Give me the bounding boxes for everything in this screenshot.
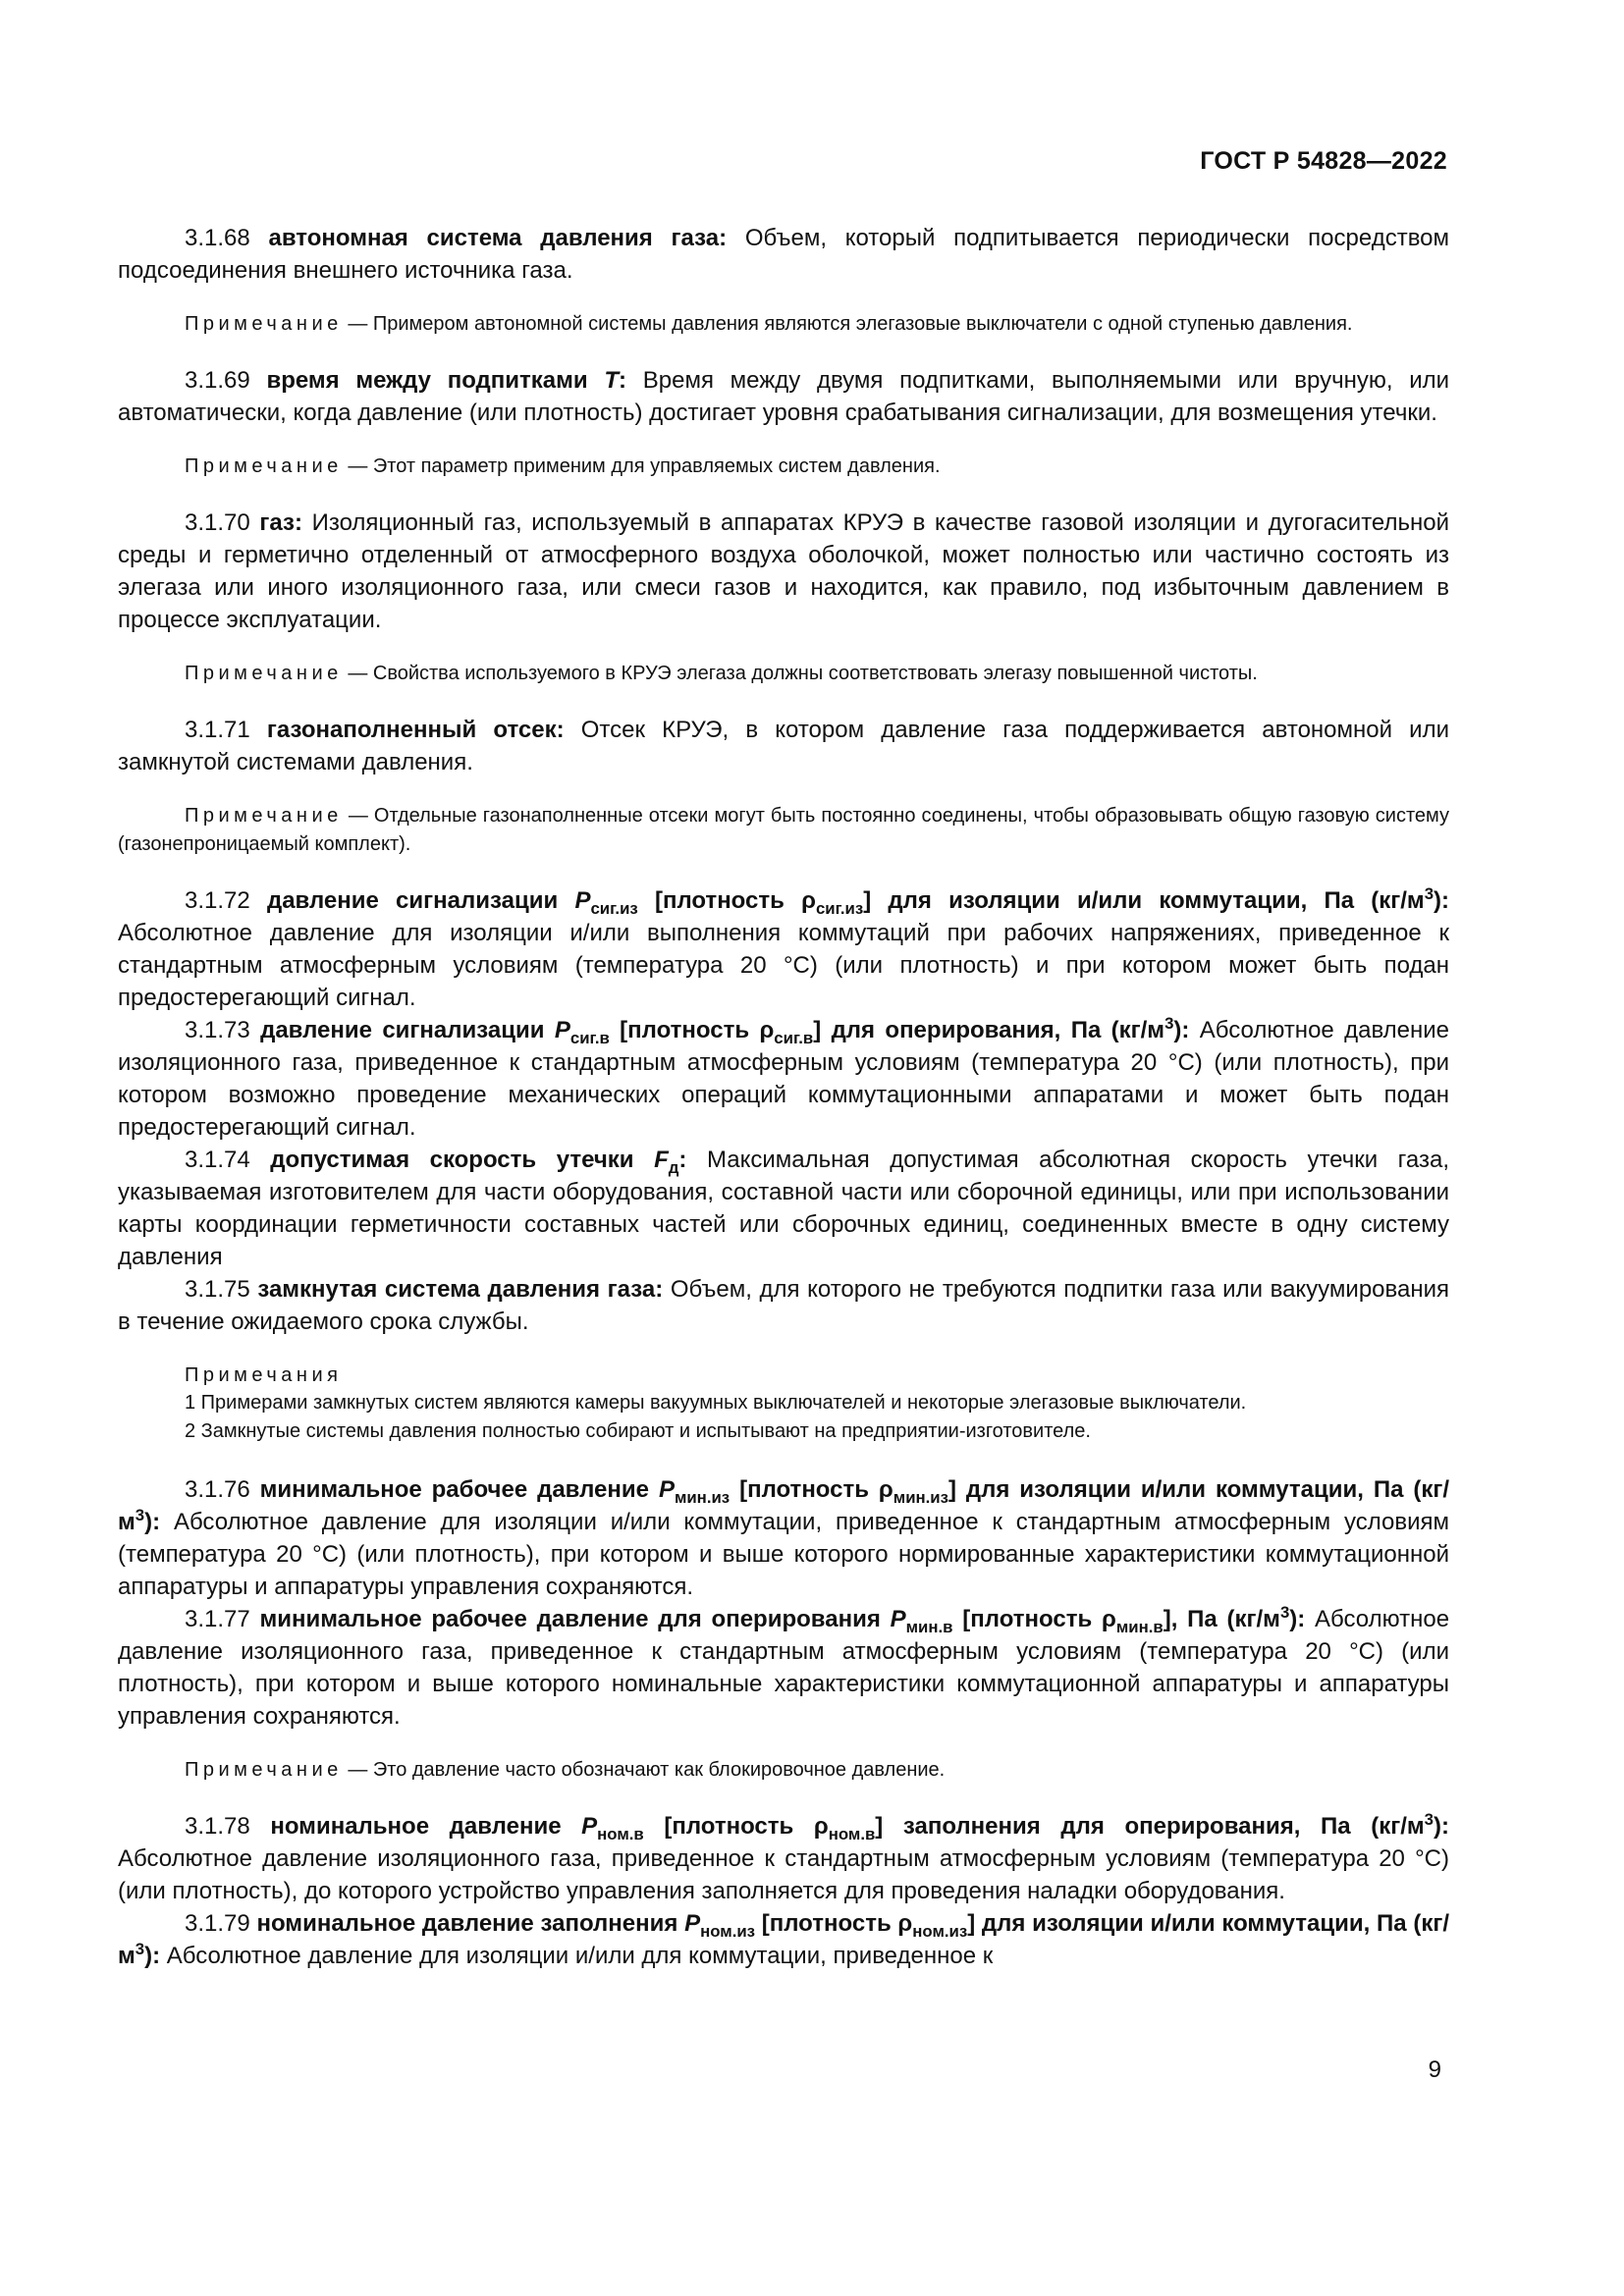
term-definition: Абсолютное давление для изоляции и/или выполнения коммутаций при рабочих напряжениях, приведенное к стандартным атмосферным условиям (температура 20 °С) (или плотность) и при котором может быть подан предостерегающий сигнал. bbox=[118, 920, 1449, 1011]
term-title: минимальное рабочее давление для оперирования $P_{мин.в}$ [плотность $\rho_{мин.в}$], Па $(кг/м^3)$: bbox=[259, 1602, 1306, 1636]
symbol: F bbox=[654, 1147, 669, 1173]
page-number: 9 bbox=[1428, 2056, 1441, 2083]
note-3-1-68 bbox=[118, 310, 1449, 339]
note-text: — Отдельные газонаполненные отсеки могут быть постоянно соединены, чтобы образовывать общую газовую систему (газонепроницаемый комплект). bbox=[118, 805, 1449, 855]
term-3-1-72 bbox=[118, 884, 1449, 1014]
term-number: 3.1.78 bbox=[185, 1813, 250, 1840]
term-number: 3.1.79 bbox=[185, 1910, 250, 1937]
term-3-1-78 bbox=[118, 1810, 1449, 1907]
note-label: Примечание bbox=[185, 313, 343, 335]
term-title: давление сигнализации $P_{сиг.из}$ [плотность $\rho_{сиг.из}$] для изоляции и/или коммутации, Па $(кг/м^3)$: bbox=[266, 883, 1450, 918]
term-number: 3.1.71 bbox=[185, 717, 250, 743]
term-3-1-71 bbox=[118, 714, 1449, 778]
notes-label: Примечания bbox=[185, 1364, 343, 1386]
term-definition: Объем, который подпитывается периодически посредством подсоединения внешнего источника газа. bbox=[118, 225, 1450, 284]
term-3-1-70 bbox=[118, 507, 1449, 636]
term-number: 3.1.75 bbox=[185, 1276, 250, 1303]
notes-3-1-75 bbox=[118, 1362, 1449, 1446]
note-label: Примечание bbox=[185, 805, 343, 827]
note-label: Примечание bbox=[185, 455, 343, 477]
note-item-1: 1 Примерами замкнутых систем являются камеры вакуумных выключателей и некоторые элегазовые выключатели. bbox=[185, 1392, 1247, 1414]
note-item-2: 2 Замкнутые системы давления полностью собирают и испытывают на предприятии-изготовителе. bbox=[185, 1420, 1091, 1442]
term-title: замкнутая система давления газа: bbox=[257, 1276, 664, 1303]
term-title: допустимая скорость утечки $F_д$: bbox=[270, 1147, 687, 1177]
term-title: автономная система давления газа: bbox=[268, 225, 728, 251]
term-definition: Время между двумя подпитками, выполняемыми или вручную, или автоматически, когда давление (или плотность) достигает уровня срабатывания сигнализации, для возмещения утечки. bbox=[118, 367, 1450, 426]
term-3-1-79 bbox=[118, 1907, 1449, 1972]
note-text: — Этот параметр применим для управляемых систем давления. bbox=[348, 455, 941, 477]
document-body bbox=[118, 222, 1449, 1972]
note-3-1-77 bbox=[118, 1756, 1449, 1785]
term-title: номинальное давление $P_{ном.в}$ [плотность $\rho_{ном.в}$] заполнения для оперирования, Па $(кг/м^3)$: bbox=[270, 1809, 1449, 1843]
term-definition: Отсек КРУЭ, в котором давление газа поддерживается автономной или замкнутой системами давления. bbox=[118, 717, 1449, 775]
symbol: P bbox=[574, 887, 591, 914]
term-number: 3.1.70 bbox=[185, 509, 250, 536]
symbol: P bbox=[684, 1910, 701, 1937]
term-3-1-76 bbox=[118, 1473, 1449, 1603]
term-3-1-69 bbox=[118, 364, 1449, 429]
note-label: Примечание bbox=[185, 1759, 343, 1781]
note-text: — Примером автономной системы давления являются элегазовые выключатели с одной ступенью давления. bbox=[348, 313, 1353, 335]
term-title: газонаполненный отсек: bbox=[266, 717, 565, 743]
term-definition: Абсолютное давление для изоляции и/или для коммутации, приведенное к bbox=[166, 1943, 994, 1969]
term-3-1-77 bbox=[118, 1603, 1449, 1733]
term-3-1-74 bbox=[118, 1144, 1449, 1273]
symbol: P bbox=[658, 1476, 675, 1503]
note-text: — Это давление часто обозначают как блокировочное давление. bbox=[348, 1759, 946, 1781]
term-title: минимальное рабочее давление $P_{мин.из}$ [плотность $\rho_{мин.из}$] для изоляции и/или коммутации, Па $(кг/м^3)$: bbox=[118, 1476, 1450, 1535]
term-3-1-68 bbox=[118, 222, 1449, 287]
term-definition: Абсолютное давление изоляционного газа, приведенное к стандартным атмосферным условиям (температура 20 °С) (или плотность), при котором и выше которого номинальные характеристики коммутационной аппаратуры и аппаратуры управления сохраняются. bbox=[118, 1606, 1450, 1730]
symbol: P bbox=[554, 1017, 570, 1043]
note-text: — Свойства используемого в КРУЭ элегаза должны соответствовать элегазу повышенной чистоты. bbox=[348, 663, 1258, 684]
term-definition: Абсолютное давление изоляционного газа, приведенное к стандартным атмосферным условиям (температура 20 °С) (или плотность), при котором возможно проведение механических операций коммутационными аппаратами и может быть подан предостерегающий сигнал. bbox=[118, 1017, 1450, 1141]
term-number: 3.1.72 bbox=[185, 887, 250, 914]
note-3-1-71 bbox=[118, 802, 1449, 859]
term-title: время между подпитками T: bbox=[266, 367, 627, 394]
term-definition: Абсолютное давление для изоляции и/или коммутации, приведенное к стандартным атмосферным условиям (температура 20 °С) (или плотность), при котором и выше которого нормированные характеристики коммутационной аппаратуры и аппаратуры управления сохраняются. bbox=[118, 1509, 1450, 1600]
term-title: давление сигнализации $P_{сиг.в}$ [плотность $\rho_{сиг.в}$] для оперирования, Па $(кг/м^3)$: bbox=[260, 1013, 1190, 1047]
symbol: T bbox=[604, 367, 620, 394]
term-number: 3.1.77 bbox=[185, 1606, 250, 1632]
symbol: P bbox=[890, 1606, 906, 1632]
note-3-1-70 bbox=[118, 660, 1449, 688]
term-number: 3.1.74 bbox=[185, 1147, 250, 1173]
term-definition: Изоляционный газ, используемый в аппаратах КРУЭ в качестве газовой изоляции и дугогасительной среды и герметично отделенный от атмосферного воздуха оболочкой, может полностью или частично состоять из элегаза или иного изоляционного газа, или смеси газов и находится, как правило, под избыточным давлением в процессе эксплуатации. bbox=[118, 509, 1449, 633]
term-title: газ: bbox=[259, 509, 302, 536]
document-header: ГОСТ Р 54828—2022 bbox=[1200, 147, 1447, 175]
term-number: 3.1.73 bbox=[185, 1017, 250, 1043]
term-number: 3.1.69 bbox=[185, 367, 250, 394]
term-title: номинальное давление заполнения $P_{ном.из}$ [плотность $\rho_{ном.из}$] для изоляции и/или коммутации, Па $(кг/м^3)$: bbox=[118, 1910, 1450, 1969]
term-number: 3.1.76 bbox=[185, 1476, 250, 1503]
term-definition: Абсолютное давление изоляционного газа, приведенное к стандартным атмосферным условиям (температура 20 °С) (или плотность), до которого устройство управления заполняется для проведения наладки оборудования. bbox=[118, 1845, 1449, 1904]
term-3-1-73 bbox=[118, 1014, 1449, 1144]
term-definition: Максимальная допустимая абсолютная скорость утечки газа, указываемая изготовителем для части оборудования, составной части или сборочной единицы, или при использовании карты координации герметичности составных частей или сборочных единиц, соединенных вместе в одну систему давления bbox=[118, 1147, 1450, 1270]
note-label: Примечание bbox=[185, 663, 343, 684]
note-3-1-69 bbox=[118, 453, 1449, 481]
term-number: 3.1.68 bbox=[185, 225, 250, 251]
symbol: P bbox=[581, 1813, 598, 1840]
term-definition: Объем, для которого не требуются подпитки газа или вакуумирования в течение ожидаемого срока службы. bbox=[118, 1276, 1449, 1335]
term-3-1-75 bbox=[118, 1273, 1449, 1338]
